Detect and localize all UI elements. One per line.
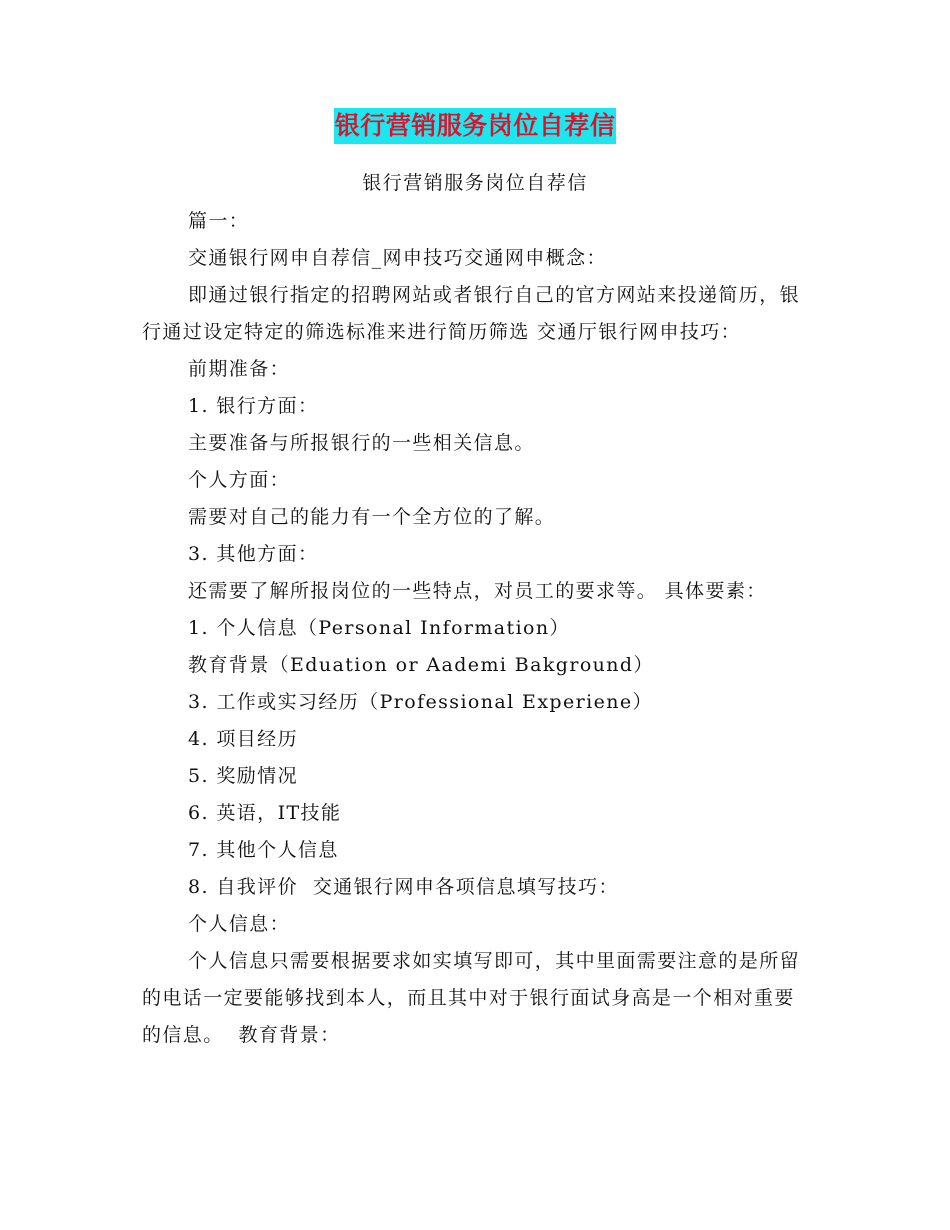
paragraph: 8. 自我评价 交通银行网申各项信息填写技巧：: [188, 876, 619, 898]
paragraph: 还需要了解所报岗位的一些特点，对员工的要求等。 具体要素：: [188, 580, 767, 602]
title-container: [0, 108, 950, 144]
paragraph: 1. 个人信息（Personal Information）: [188, 617, 570, 639]
paragraph: 即通过银行指定的招聘网站或者银行自己的官方网站来投递简历，银行通过设定特定的筛选标准来进行简历筛选 交通厅银行网申技巧：: [142, 284, 801, 343]
paragraph: 教育背景（Eduation or Aademi Bakground）: [188, 654, 654, 676]
paragraph: 个人信息：: [188, 913, 291, 935]
paragraph: 主要准备与所报银行的一些相关信息。: [188, 432, 535, 454]
document-subtitle: 银行营销服务岗位自荐信: [362, 172, 588, 194]
paragraph: 篇一：: [188, 210, 250, 232]
paragraph: 5. 奖励情况: [188, 765, 298, 787]
paragraph: 个人信息只需要根据要求如实填写即可，其中里面需要注意的是所留的电话一定要能够找到本人，而且其中对于银行面试身高是一个相对重要的信息。 教育背景：: [142, 950, 801, 1046]
paragraph: 需要对自己的能力有一个全方位的了解。: [188, 506, 556, 528]
paragraph: 3. 工作或实习经历（Professional Experiene）: [188, 691, 653, 713]
paragraph: 前期准备：: [188, 358, 291, 380]
document-title: 银行营销服务岗位自荐信: [334, 108, 617, 144]
paragraph: 6. 英语，IT技能: [188, 802, 342, 824]
paragraph: 交通银行网申自荐信_网申技巧交通网申概念：: [188, 247, 607, 269]
paragraph: 个人方面：: [188, 469, 291, 491]
paragraph: 7. 其他个人信息: [188, 839, 339, 861]
paragraph: 3. 其他方面：: [188, 543, 319, 565]
paragraph: 1. 银行方面：: [188, 395, 319, 417]
paragraph: 4. 项目经历: [188, 728, 298, 750]
document-body: [142, 203, 812, 1054]
